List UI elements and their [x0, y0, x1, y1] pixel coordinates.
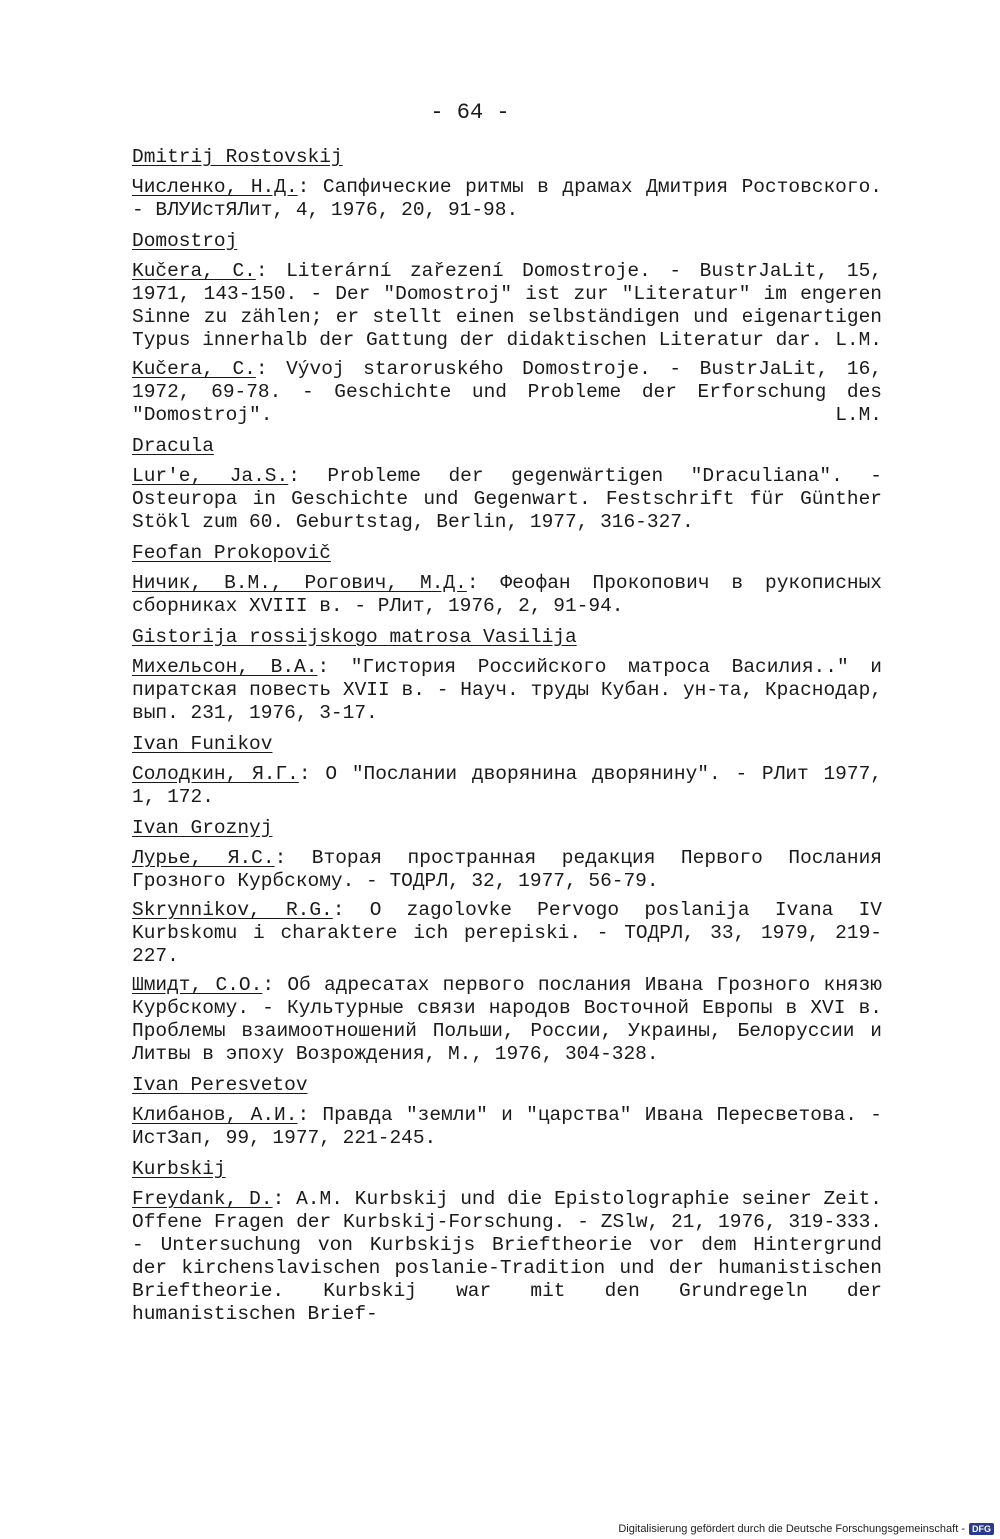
footer-text: Digitalisierung gefördert durch die Deutsche Forschungsgemeinschaft - — [618, 1523, 965, 1535]
bibliography-entry — [132, 974, 882, 1066]
section-heading: Ivan Peresvetov — [132, 1074, 308, 1096]
bibliography-entry — [132, 1188, 882, 1326]
entry-text: : A.M. Kurbskij und die Epistolographie seiner Zeit. Offene Fragen der Kurbskij-Forschung. - ZSlw, 21, 1976, 319-333. - Untersuchung von Kurbskijs Brieftheorie vor dem Hintergrund der kirchenslavischen poslanie-Tradition und der humanistischen Brieftheorie. Kurbskij war mit den Grundregeln der humanistischen Brief- — [132, 1188, 882, 1325]
bibliography-entry — [132, 465, 882, 534]
bibliography-content — [132, 146, 882, 1332]
section-heading: Feofan Prokopovič — [132, 542, 331, 564]
section-heading: Ivan Groznyj — [132, 817, 273, 839]
section-heading: Gistorija rossijskogo matrosa Vasilija — [132, 626, 577, 648]
entry-author: Kučera, C. — [132, 358, 256, 380]
entry-author: Лурье, Я.С. — [132, 847, 275, 869]
entry-author: Freydank, D. — [132, 1188, 273, 1210]
entry-text: : Об адресатах первого послания Ивана Грозного князю Курбскому. - Культурные связи народов Восточной Европы в XVI в. Проблемы взаимоотношений Польши, России, Украины, Белоруссии и Литвы в эпоху Возрождения, М., 1976, 304-328. — [132, 974, 882, 1065]
bibliography-entry — [132, 176, 882, 222]
entry-text: : Правда "земли" и "царства" Ивана Пересветова. - ИстЗап, 99, 1977, 221-245. — [132, 1104, 883, 1149]
section-heading: Kurbskij — [132, 1158, 226, 1180]
section-heading: Ivan Funikov — [132, 733, 273, 755]
bibliography-entry — [132, 847, 882, 893]
entry-author: Клибанов, А.И. — [132, 1104, 298, 1126]
bibliography-entry — [132, 899, 882, 968]
entry-text: : Vývoj staroruského Domostroje. - BustrJaLit, 16, 1972, 69-78. - Geschichte und Probleme der Erforschung des "Domostroj". — [132, 358, 882, 426]
reviewer-initials: L.M. — [835, 329, 882, 351]
bibliography-entry — [132, 763, 882, 809]
section-heading: Domostroj — [132, 230, 238, 252]
dfg-logo-icon: DFG — [969, 1523, 994, 1535]
bibliography-entry — [132, 656, 882, 725]
entry-text: : O zagolovke Pervogo poslanija Ivana IV Kurbskomu i charaktere ich perepiski. - ТОДРЛ, 33, 1979, 219-227. — [132, 899, 883, 967]
entry-author: Солодкин, Я.Г. — [132, 763, 299, 785]
digitization-footer — [618, 1523, 994, 1535]
entry-author: Skrynnikov, R.G. — [132, 899, 333, 921]
bibliography-entry — [132, 572, 882, 618]
entry-text: : Вторая пространная редакция Первого Послания Грозного Курбскому. - ТОДРЛ, 32, 1977, 56-79. — [132, 847, 882, 892]
reviewer-initials: L.M. — [835, 404, 882, 426]
entry-author: Ничик, В.М., Рогович, М.Д. — [132, 572, 467, 594]
entry-text: : Феофан Прокопович в рукописных сборниках XVIII в. - РЛит, 1976, 2, 91-94. — [132, 572, 883, 617]
entry-text: : Сапфические ритмы в драмах Дмитрия Ростовского. - ВЛУИстЯЛит, 4, 1976, 20, 91-98. — [132, 176, 882, 221]
entry-text: : Literární zařezení Domostroje. - BustrJaLit, 15, 1971, 143-150. - Der "Domostroj" ist zur "Literatur" im engeren Sinne zu zählen; er stellt einen selbständigen und eigenartigen Typus innerhalb der Gattung der didaktischen Literatur dar. — [132, 260, 882, 351]
entry-author: Шмидт, С.О. — [132, 974, 263, 996]
entry-author: Численко, Н.Д. — [132, 176, 298, 198]
section-heading: Dracula — [132, 435, 214, 457]
bibliography-entry — [132, 358, 882, 427]
entry-text: : Probleme der gegenwärtigen "Draculiana". - Osteuropa in Geschichte und Gegenwart. Festschrift für Günther Stökl zum 60. Geburtstag, Berlin, 1977, 316-327. — [132, 465, 882, 533]
bibliography-entry — [132, 1104, 882, 1150]
section-heading: Dmitrij Rostovskij — [132, 146, 343, 168]
page-number: - 64 - — [430, 100, 510, 125]
entry-author: Михельсон, В.А. — [132, 656, 318, 678]
entry-author: Kučera, C. — [132, 260, 256, 282]
entry-text: : "Гистория Российского матроса Василия.." и пиратская повесть XVII в. - Науч. труды Кубан. ун-та, Краснодар, вып. 231, 1976, 3-17. — [132, 656, 883, 724]
entry-text: : О "Послании дворянина дворянину". - РЛит 1977, 1, 172. — [132, 763, 882, 808]
entry-author: Lur'e, Ja.S. — [132, 465, 289, 487]
bibliography-entry — [132, 260, 882, 352]
